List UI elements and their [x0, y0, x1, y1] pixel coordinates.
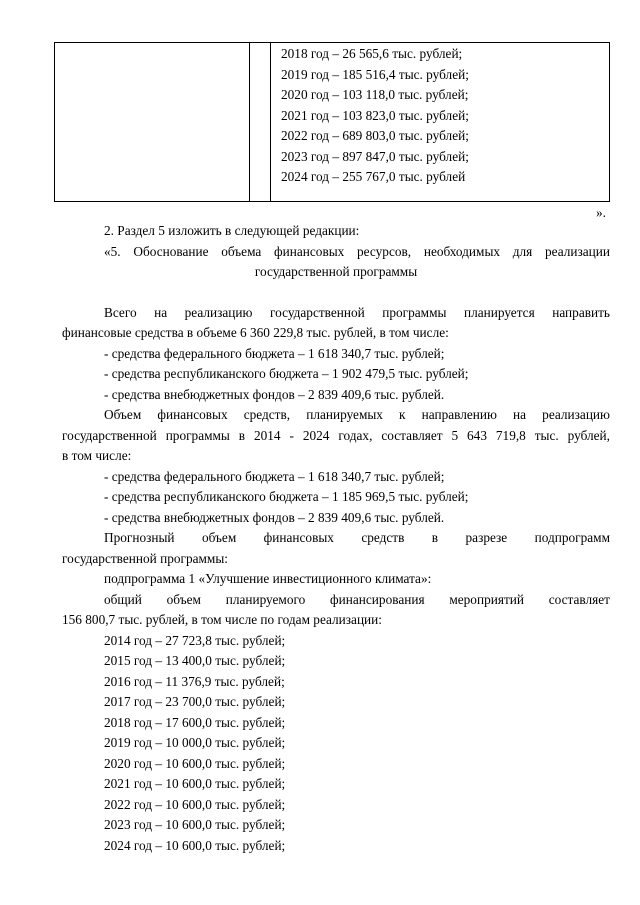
- paragraph-total-line2: финансовые средства в объеме 6 360 229,8 тыс. рублей, в том числе:: [62, 325, 449, 340]
- table-year-line: 2021 год – 103 823,0 тыс. рублей;: [281, 107, 469, 123]
- list-item: - средства внебюджетных фондов – 2 839 409,6 тыс. рублей.: [104, 510, 445, 525]
- list-item: - средства внебюджетных фондов – 2 839 409,6 тыс. рублей.: [104, 387, 445, 402]
- paragraph-forecast-line2: государственной программы:: [62, 551, 228, 566]
- section-heading-line2: государственной программы: [254, 264, 418, 279]
- table-year-line: 2022 год – 689 803,0 тыс. рублей;: [281, 128, 469, 143]
- table-cell-years: [281, 44, 469, 188]
- table-column-divider: [249, 43, 250, 201]
- closing-quote: ».: [596, 205, 606, 220]
- list-item: - средства федерального бюджета – 1 618 340,7 тыс. рублей;: [104, 469, 445, 484]
- paragraph-period-line2: государственной программы в 2014 - 2024 годах, составляет 5 643 719,8 тыс. рублей,: [62, 428, 610, 443]
- year-line: 2017 год – 23 700,0 тыс. рублей;: [104, 694, 286, 709]
- table-year-line: 2024 год – 255 767,0 тыс. рублей: [281, 169, 466, 184]
- year-line: 2019 год – 10 000,0 тыс. рублей;: [104, 735, 286, 750]
- paragraph-subprogram-line2: 156 800,7 тыс. рублей, в том числе по годам реализации:: [62, 612, 382, 627]
- continuation-table: [54, 42, 610, 202]
- paragraph-total-line1: Всего на реализацию государственной программы планируется направить: [104, 305, 610, 320]
- year-line: 2014 год – 27 723,8 тыс. рублей;: [104, 633, 286, 648]
- year-line: 2016 год – 11 376,9 тыс. рублей;: [104, 674, 285, 689]
- list-item: - средства республиканского бюджета – 1 185 969,5 тыс. рублей;: [104, 489, 469, 504]
- year-line: 2015 год – 13 400,0 тыс. рублей;: [104, 653, 286, 668]
- year-line: 2020 год – 10 600,0 тыс. рублей;: [104, 756, 286, 771]
- table-year-line: 2019 год – 185 516,4 тыс. рублей;: [281, 66, 469, 82]
- paragraph-forecast-line1: Прогнозный объем финансовых средств в разрезе подпрограмм: [104, 530, 610, 545]
- table-year-line: 2023 год – 897 847,0 тыс. рублей;: [281, 148, 469, 164]
- table-column-divider: [270, 43, 271, 201]
- paragraph-period-line3: в том числе:: [62, 448, 132, 463]
- paragraph-period-line1: Объем финансовых средств, планируемых к направлению на реализацию: [104, 407, 610, 422]
- subprogram-title: подпрограмма 1 «Улучшение инвестиционного климата»:: [104, 571, 432, 586]
- paragraph-subprogram-line1: общий объем планируемого финансирования мероприятий составляет: [104, 592, 610, 607]
- table-year-line: 2018 год – 26 565,6 тыс. рублей;: [281, 46, 463, 61]
- list-item: - средства федерального бюджета – 1 618 340,7 тыс. рублей;: [104, 346, 445, 361]
- year-line: 2018 год – 17 600,0 тыс. рублей;: [104, 715, 286, 730]
- section-heading-line1: «5. Обоснование объема финансовых ресурсов, необходимых для реализации: [104, 244, 610, 259]
- year-line: 2021 год – 10 600,0 тыс. рублей;: [104, 776, 286, 791]
- year-line: 2022 год – 10 600,0 тыс. рублей;: [104, 797, 286, 812]
- list-item: - средства республиканского бюджета – 1 902 479,5 тыс. рублей;: [104, 366, 469, 381]
- year-line: 2023 год – 10 600,0 тыс. рублей;: [104, 817, 286, 832]
- section-item: 2. Раздел 5 изложить в следующей редакции:: [104, 223, 360, 238]
- year-line: 2024 год – 10 600,0 тыс. рублей;: [104, 838, 286, 853]
- table-year-line: 2020 год – 103 118,0 тыс. рублей;: [281, 87, 469, 102]
